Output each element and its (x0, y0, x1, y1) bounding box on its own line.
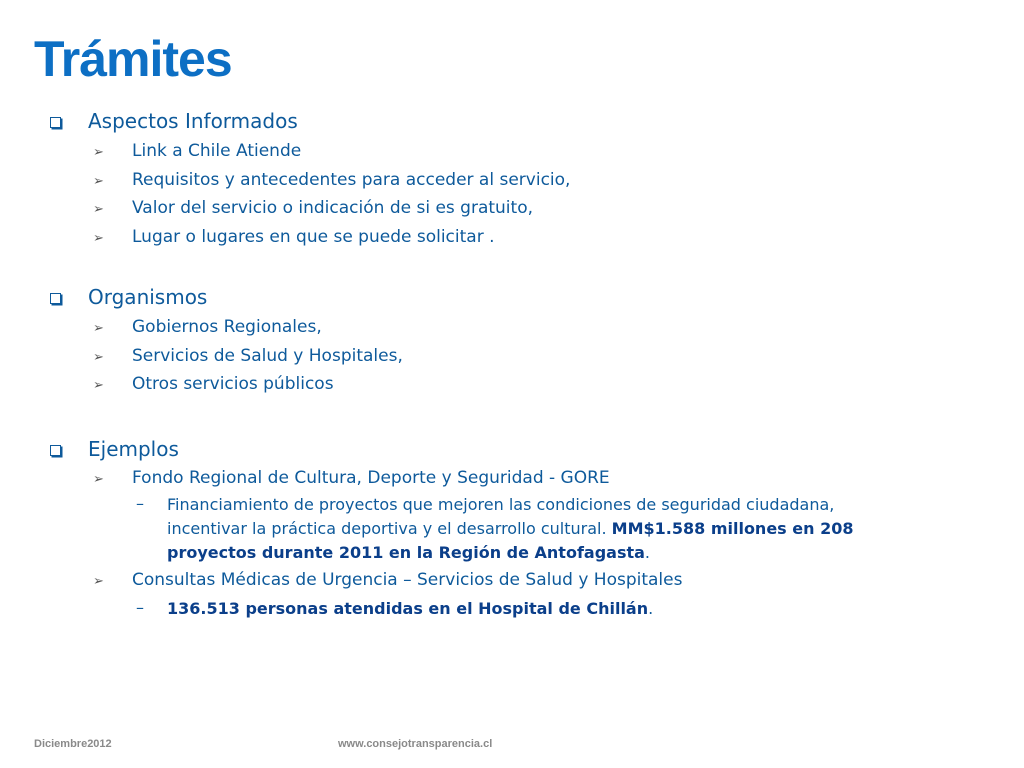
section-heading: Ejemplos (88, 437, 179, 461)
arrow-bullet-icon: ➢ (93, 174, 104, 189)
detail-line: incentivar la práctica deportiva y el desarrollo cultural. MM$1.588 millones en 208 (167, 519, 854, 538)
arrow-bullet-icon: ➢ (93, 472, 104, 487)
arrow-bullet-icon: ➢ (93, 378, 104, 393)
list-item-text: Requisitos y antecedentes para acceder al servicio, (132, 170, 571, 190)
page-title: Trámites (34, 31, 232, 87)
arrow-bullet-icon: ➢ (93, 321, 104, 336)
list-item-text: Servicios de Salud y Hospitales, (132, 346, 403, 366)
arrow-bullet-icon: ➢ (93, 202, 104, 217)
arrow-bullet-icon: ➢ (93, 231, 104, 246)
highlight-amount: MM$1.588 millones en 208 (611, 519, 854, 538)
list-item (0, 316, 1024, 342)
arrow-bullet-icon: ➢ (93, 574, 104, 589)
list-item-text: Consultas Médicas de Urgencia – Servicios de Salud y Hospitales (132, 570, 683, 590)
list-item (0, 197, 1024, 223)
list-item (0, 169, 1024, 195)
list-item-text: Link a Chile Atiende (132, 141, 302, 161)
list-item (0, 345, 1024, 371)
arrow-bullet-icon: ➢ (93, 350, 104, 365)
detail-line: proyectos durante 2011 en la Región de Antofagasta. (167, 543, 651, 562)
list-item (0, 140, 1024, 166)
dash-bullet-icon: – (136, 598, 144, 617)
list-item-text: Fondo Regional de Cultura, Deporte y Seguridad - GORE (132, 468, 610, 488)
list-item-text: Gobiernos Regionales, (132, 317, 322, 337)
list-item-text: Lugar o lugares en que se puede solicitar . (132, 227, 495, 247)
list-item-text: Otros servicios públicos (132, 374, 334, 394)
section-heading: Organismos (88, 285, 208, 309)
list-item-text: Valor del servicio o indicación de si es gratuito, (132, 198, 534, 218)
square-bullet-icon (50, 445, 61, 456)
footer-date: Diciembre2012 (34, 738, 112, 750)
detail-line: 136.513 personas atendidas en el Hospital de Chillán. (167, 599, 654, 618)
highlight-amount: 136.513 personas atendidas en el Hospital de Chillán (167, 599, 649, 618)
square-bullet-icon (50, 293, 61, 304)
list-item (0, 569, 1024, 595)
list-item (0, 373, 1024, 399)
detail-line: Financiamiento de proyectos que mejoren las condiciones de seguridad ciudadana, (167, 495, 835, 514)
list-item (0, 226, 1024, 252)
highlight-amount: proyectos durante 2011 en la Región de Antofagasta (167, 543, 645, 562)
footer-url[interactable]: www.consejotransparencia.cl (338, 738, 493, 750)
list-item (0, 467, 1024, 493)
section-heading: Aspectos Informados (88, 109, 298, 133)
arrow-bullet-icon: ➢ (93, 145, 104, 160)
square-bullet-icon (50, 117, 61, 128)
dash-bullet-icon: – (136, 494, 144, 513)
